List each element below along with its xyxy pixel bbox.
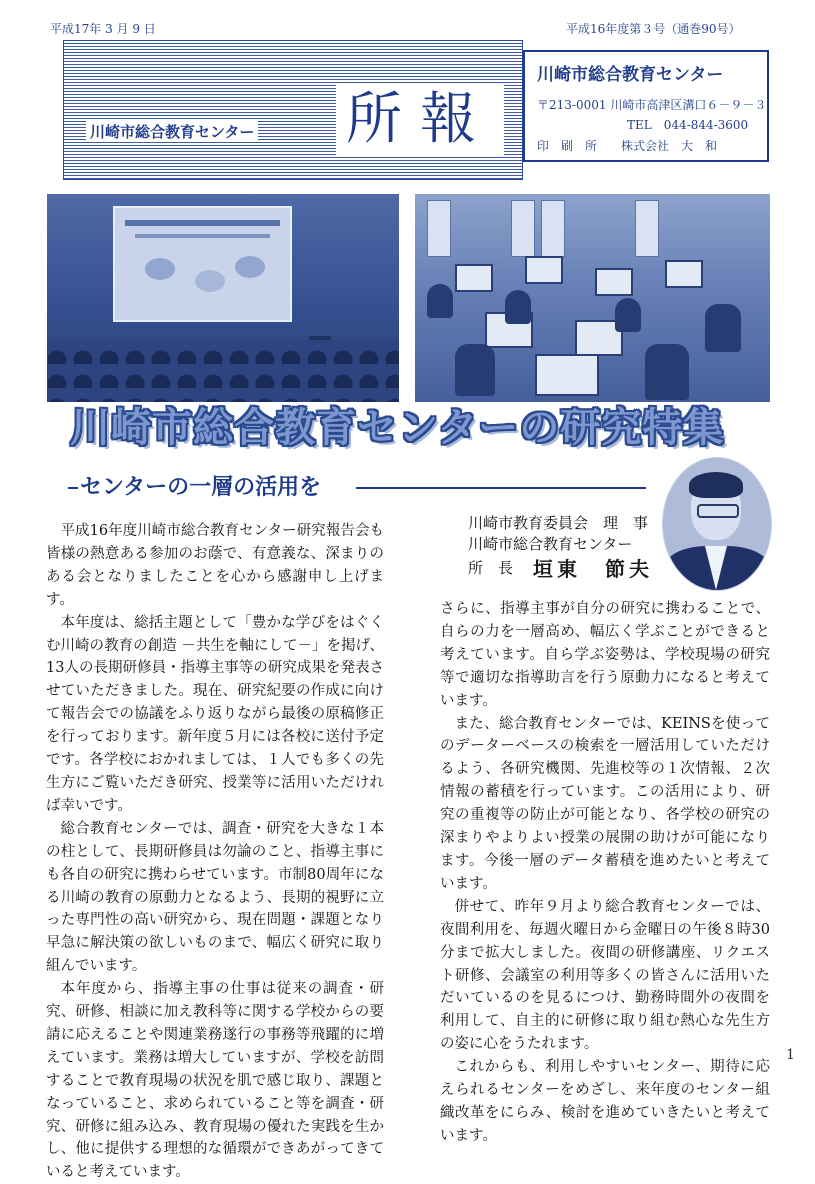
author-title: 所 長: [468, 559, 514, 577]
projection-screen: [113, 206, 292, 322]
page-number: 1: [786, 1047, 795, 1063]
masthead-banner: [63, 40, 523, 180]
article-subheadline: センターの一層の活用を: [80, 475, 322, 500]
issue-date: 平成17年 3 月 9 日: [50, 22, 156, 36]
paragraph: これからも、利用しやすいセンター、期待に応えられるセンターをめざし、来年度のセンター組織改革をにらみ、検討を進めていきたいと考えています。: [440, 1059, 770, 1144]
publisher-tel: TEL 044-844-3600: [627, 118, 749, 132]
paragraph: 総合教育センターでは、調査・研究を大きな１本の柱として、長期研修員は勿論のこと、指導主事にも各自の研究に携わらせています。市制80周年になる川崎の教育の原動力となるよう、長期的視野に立った専門性の高い研究から、現在問題・課題となり早急に解決策の欲しいものまで、幅広く研究に取り組んでいます。: [46, 820, 384, 975]
paragraph: 本年度から、指導主事の仕事は従来の調査・研究、研修、相談に加え教科等に関する学校からの要請に応えることや関連業務遂行の事務等飛躍的に増えています。業務は増大していますが、学校を訪問することで教育現場の状況を肌で感じ取り、課題となっていること、求められていること等を調査・研究、研修に組み込み、教育現場の優れた実践を生かし、他に提供する理想的な循環ができあがってきていると考えています。: [46, 981, 384, 1181]
author-line2: 川崎市総合教育センター: [468, 535, 633, 553]
publisher-address: 〒213-0001 川崎市高津区溝口６－９－３: [537, 98, 767, 112]
paragraph: 併せて、昨年９月より総合教育センターでは、夜間利用を、毎週火曜日から金曜日の午後８時30分まで拡大しました。夜間の研修講座、リクエスト研修、会議室の利用等多くの皆さんに活用いただいているのを見るにつけ、勤務時間外の夜間を利用して、自主的に研修に取り組む熱心な先生方の姿に心をうたれます。: [440, 898, 770, 1053]
author-portrait: [662, 457, 772, 591]
paragraph: 本年度は、総括主題として「豊かな学びをはぐくむ川崎の教育の創造 －共生を軸にして－」を掲げ、13人の長期研修員・指導主事等の研究成果を発表させていただきました。現在、研究紀要の作成に向けて報告会での協議をふり返りながら最後の原稿修正を行っております。新年度５月には各校に送付予定です。各学校におかれましては、１人でも多くの先生方にご覧いただき研究、授業等に活用いただければ幸いです。: [46, 614, 384, 814]
feature-headline: 川崎市総合教育センターの研究特集: [70, 405, 725, 451]
paragraph: さらに、指導主事が自分の研究に携わることで、自らの力を一層高め、幅広く学ぶことができると考えています。自ら学ぶ姿勢は、学校現場の研究等で適切な指導助言を行う原動力になると考えています。: [440, 601, 770, 709]
computer-lab-photo: [415, 194, 770, 402]
article-column-right: [440, 598, 770, 1148]
publisher-info-box: [523, 50, 769, 162]
subhead-rule-right: [356, 487, 646, 489]
lecture-hall-photo: [47, 194, 399, 402]
paragraph: また、総合教育センターでは、KEINSを使ってのデーターベースの検索を一層活用していただけるよう、各研究機関、先進校等の１次情報、２次情報の蓄積を行っています。この活用により、研究の重複等の防止が可能となり、各学校の研究の深まりやよりよい授業の展開の助けが可能になります。今後一層のデータ蓄積を進めたいと考えています。: [440, 715, 770, 892]
publisher-printer: 印 刷 所 株式会社 大 和: [537, 139, 718, 153]
paragraph: 平成16年度川崎市総合教育センター研究報告会も皆様の熱意ある参加のお蔭で、有意義な、深まりのある会となりましたことを心から感謝申し上げます。: [46, 523, 384, 608]
author-line1: 川崎市教育委員会 理 事: [468, 514, 649, 532]
article-column-left: [46, 520, 384, 1184]
issue-number: 平成16年度第３号（通巻90号）: [566, 22, 741, 36]
masthead-org: 川崎市総合教育センター: [86, 121, 258, 142]
subhead-rule-left: [68, 487, 78, 489]
masthead-title: 所報: [336, 85, 504, 155]
publisher-name: 川崎市総合教育センター: [537, 65, 724, 85]
author-name: 垣東 節夫: [533, 557, 653, 581]
